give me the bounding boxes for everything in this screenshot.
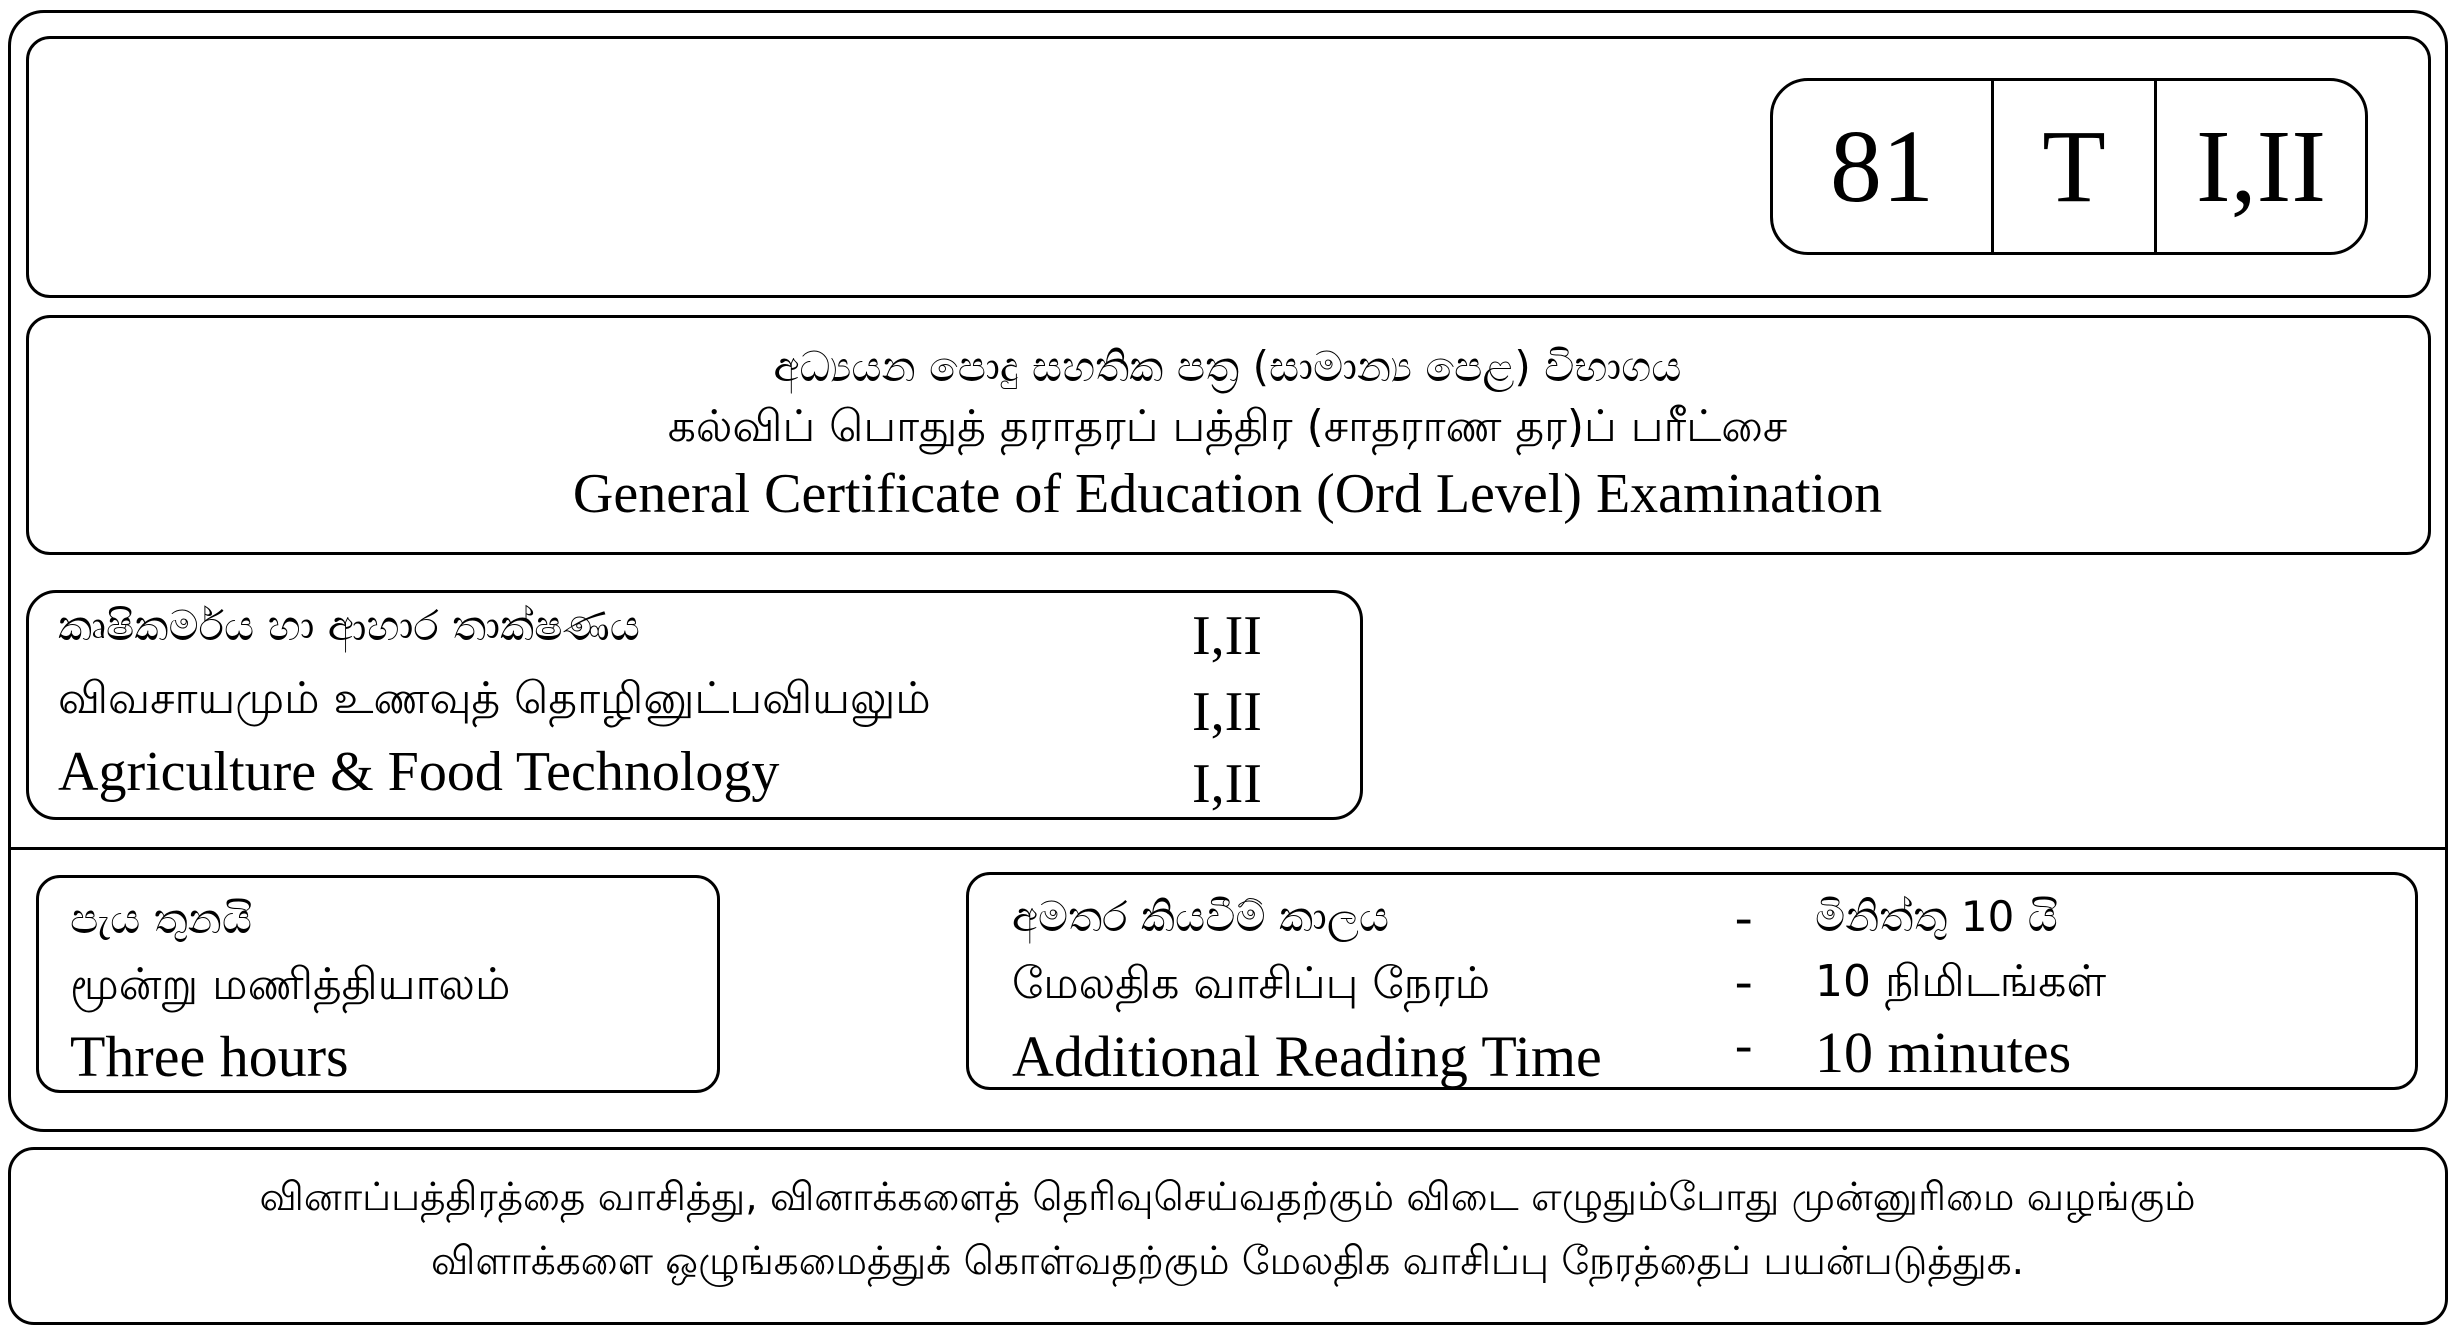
reading-time-dash: - [1735, 889, 1753, 946]
subject-parts: I,II [1192, 605, 1262, 667]
paper-code-parts: I,II [2196, 109, 2326, 224]
instruction-line-1: வினாப்பத்திரத்தை வாசித்து, வினாக்களைத் தெரிவுசெய்வதற்கும் விடை எழுதும்போது முன்னுரிமை வழங்கும் [259, 1175, 2196, 1220]
exam-title-tamil: கல்விப் பொதுத் தராதரப் பத்திர (சாதராண தர)ப் பரீட்சை [667, 401, 1788, 452]
duration-tamil: மூன்று மணித்தியாலம் [70, 959, 511, 1010]
exam-title-sinhala: අධ්‍යයන පොදු සහතික පත්‍ර (සාමාන්‍ය පෙළ) විභාගය [773, 342, 1682, 391]
duration-sinhala: පැය තුනයි [70, 894, 253, 943]
reading-time-label-tamil: மேலதிக வாசிப்பு நேரம் [1012, 958, 1490, 1009]
paper-code-box [1770, 78, 2368, 255]
reading-time-label-english: Additional Reading Time [1012, 1024, 1602, 1089]
reading-time-dash: - [1735, 953, 1753, 1010]
paper-code-number: 81 [1830, 109, 1934, 224]
subject-name-sinhala: කෘෂිකර්මය හා ආහාර තාක්ෂණය [58, 601, 640, 650]
reading-time-value-english: 10 minutes [1815, 1020, 2072, 1085]
subject-parts: I,II [1192, 753, 1262, 815]
subject-parts: I,II [1192, 681, 1262, 743]
instruction-line-2: விளாக்களை ஒழுங்கமைத்துக் கொள்வதற்கும் மேலதிக வாசிப்பு நேரத்தைப் பயன்படுத்துக. [430, 1239, 2025, 1284]
reading-time-label-sinhala: අමතර කියවීම් කාලය [1012, 892, 1390, 941]
subject-name-tamil: விவசாயமும் உணவுத் தொழினுட்பவியலும் [58, 673, 931, 724]
reading-time-value-sinhala: මිනිත්තු 10 යි [1815, 892, 2058, 941]
instruction-box [8, 1147, 2448, 1325]
section-divider [8, 847, 2448, 850]
duration-english: Three hours [70, 1024, 349, 1089]
subject-name-english: Agriculture & Food Technology [58, 741, 780, 803]
reading-time-dash: - [1735, 1017, 1753, 1074]
reading-time-value-tamil: 10 நிமிடங்கள் [1815, 956, 2107, 1007]
exam-title-english: General Certificate of Education (Ord Level) Examination [572, 463, 1883, 525]
paper-code-medium: T [2042, 109, 2106, 224]
